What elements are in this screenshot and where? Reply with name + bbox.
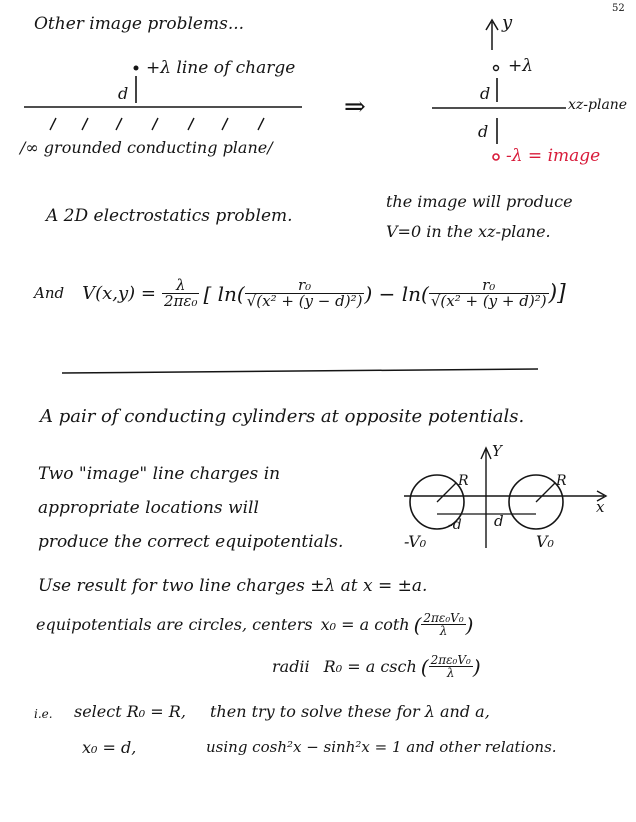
equation-term1-fraction: $\frac{\text{r₀}}{\text{√(x² + (y − d)²)}}$ — [246, 276, 363, 310]
radii-lead: radii — [272, 656, 310, 676]
fig3-d-right: d — [494, 512, 504, 530]
fig3-y-label: Y — [492, 442, 502, 460]
fig3-v-left: -V₀ — [404, 532, 427, 551]
section-divider — [62, 369, 538, 373]
fig1-charge-label: +λ line of charge — [146, 58, 296, 78]
section4-select: select R₀ = R, — [74, 702, 186, 721]
equation-lhs: V(x,y) = — [82, 282, 156, 304]
image-note-line1: the image will produce — [386, 192, 573, 211]
fig2-y-label: y — [502, 12, 513, 33]
fig3-right-radius — [536, 483, 555, 502]
fig2-plane-label: xz-plane — [568, 97, 628, 113]
section2-title: A pair of conducting cylinders at opposite potentials. — [40, 406, 525, 427]
potential-equation — [34, 278, 566, 309]
fig1-plane-label: /∞ grounded conducting plane/ — [20, 138, 273, 157]
section4-then: then try to solve these for λ and a, — [210, 702, 490, 721]
fig2-image-dot — [493, 154, 499, 160]
equation-close: )] — [548, 280, 566, 306]
fig1-charge-dot — [134, 66, 139, 71]
equation-minus: ) − ln( — [364, 281, 429, 306]
section2-line1: Two "image" line charges in — [38, 464, 281, 484]
radii-equation: R₀ = a csch — [323, 656, 417, 676]
section2-line2: appropriate locations will — [38, 498, 259, 518]
fig3-v-right: V₀ — [536, 532, 554, 551]
fig2-charge-label: +λ — [508, 56, 534, 76]
image-note-line2: V=0 in the xz-plane. — [386, 222, 551, 241]
section3-line1: Use result for two line charges ±λ at x = ±a. — [38, 576, 428, 596]
fig1-distance-label: d — [118, 84, 129, 103]
radii-fraction: $\frac{\text{2πε₀V₀}}{\lambda}$ — [430, 653, 471, 680]
page-heading: Other image problems... — [34, 14, 245, 34]
section4-using: using cosh²x − sinh²x = 1 and other relations. — [206, 738, 557, 756]
centers-fraction: $\frac{\text{2πε₀V₀}}{\lambda}$ — [423, 611, 464, 638]
fig2-image-label: -λ = image — [506, 146, 601, 166]
fig2-charge-dot — [494, 66, 499, 71]
fig3-left-radius — [437, 483, 456, 502]
section3-centers: equipotentials are circles, centers x₀ = a coth ( $\frac{\text{2πε₀V₀}}{\lambda}$ ) — [36, 611, 474, 638]
centers-equation: x₀ = a coth — [320, 614, 410, 634]
fig3-x-label: x — [596, 498, 605, 516]
section4-x0: x₀ = d, — [82, 738, 137, 757]
fig3-r-left: R — [458, 473, 469, 489]
problem-statement: A 2D electrostatics problem. — [46, 206, 293, 226]
section3-radii: radii R₀ = a csch ( $\frac{\text{2πε₀V₀}}{\lambda}$ ) — [272, 653, 481, 680]
fig1-plane-hatching — [50, 118, 264, 130]
implies-arrow: ⇒ — [344, 92, 366, 122]
page-number: 52 — [612, 3, 625, 14]
fig2-d-upper: d — [480, 84, 491, 103]
section3-line2-lead: equipotentials are circles, centers — [36, 614, 313, 634]
fig3-r-right: R — [556, 473, 567, 489]
equation-term1-open: [ ln( — [203, 281, 245, 306]
section4-lead: i.e. — [34, 707, 53, 721]
equation-prefix: And — [34, 284, 65, 302]
fig3-d-left: -d — [448, 517, 462, 533]
fig2-d-lower: d — [478, 122, 489, 141]
section2-line3: produce the correct equipotentials. — [38, 532, 344, 552]
equation-coefficient: $\frac{\lambda}{\text{2πε₀}}$ — [164, 276, 198, 310]
equation-term2-fraction: $\frac{\text{r₀}}{\text{√(x² + (y + d)²)}}$ — [430, 276, 547, 310]
